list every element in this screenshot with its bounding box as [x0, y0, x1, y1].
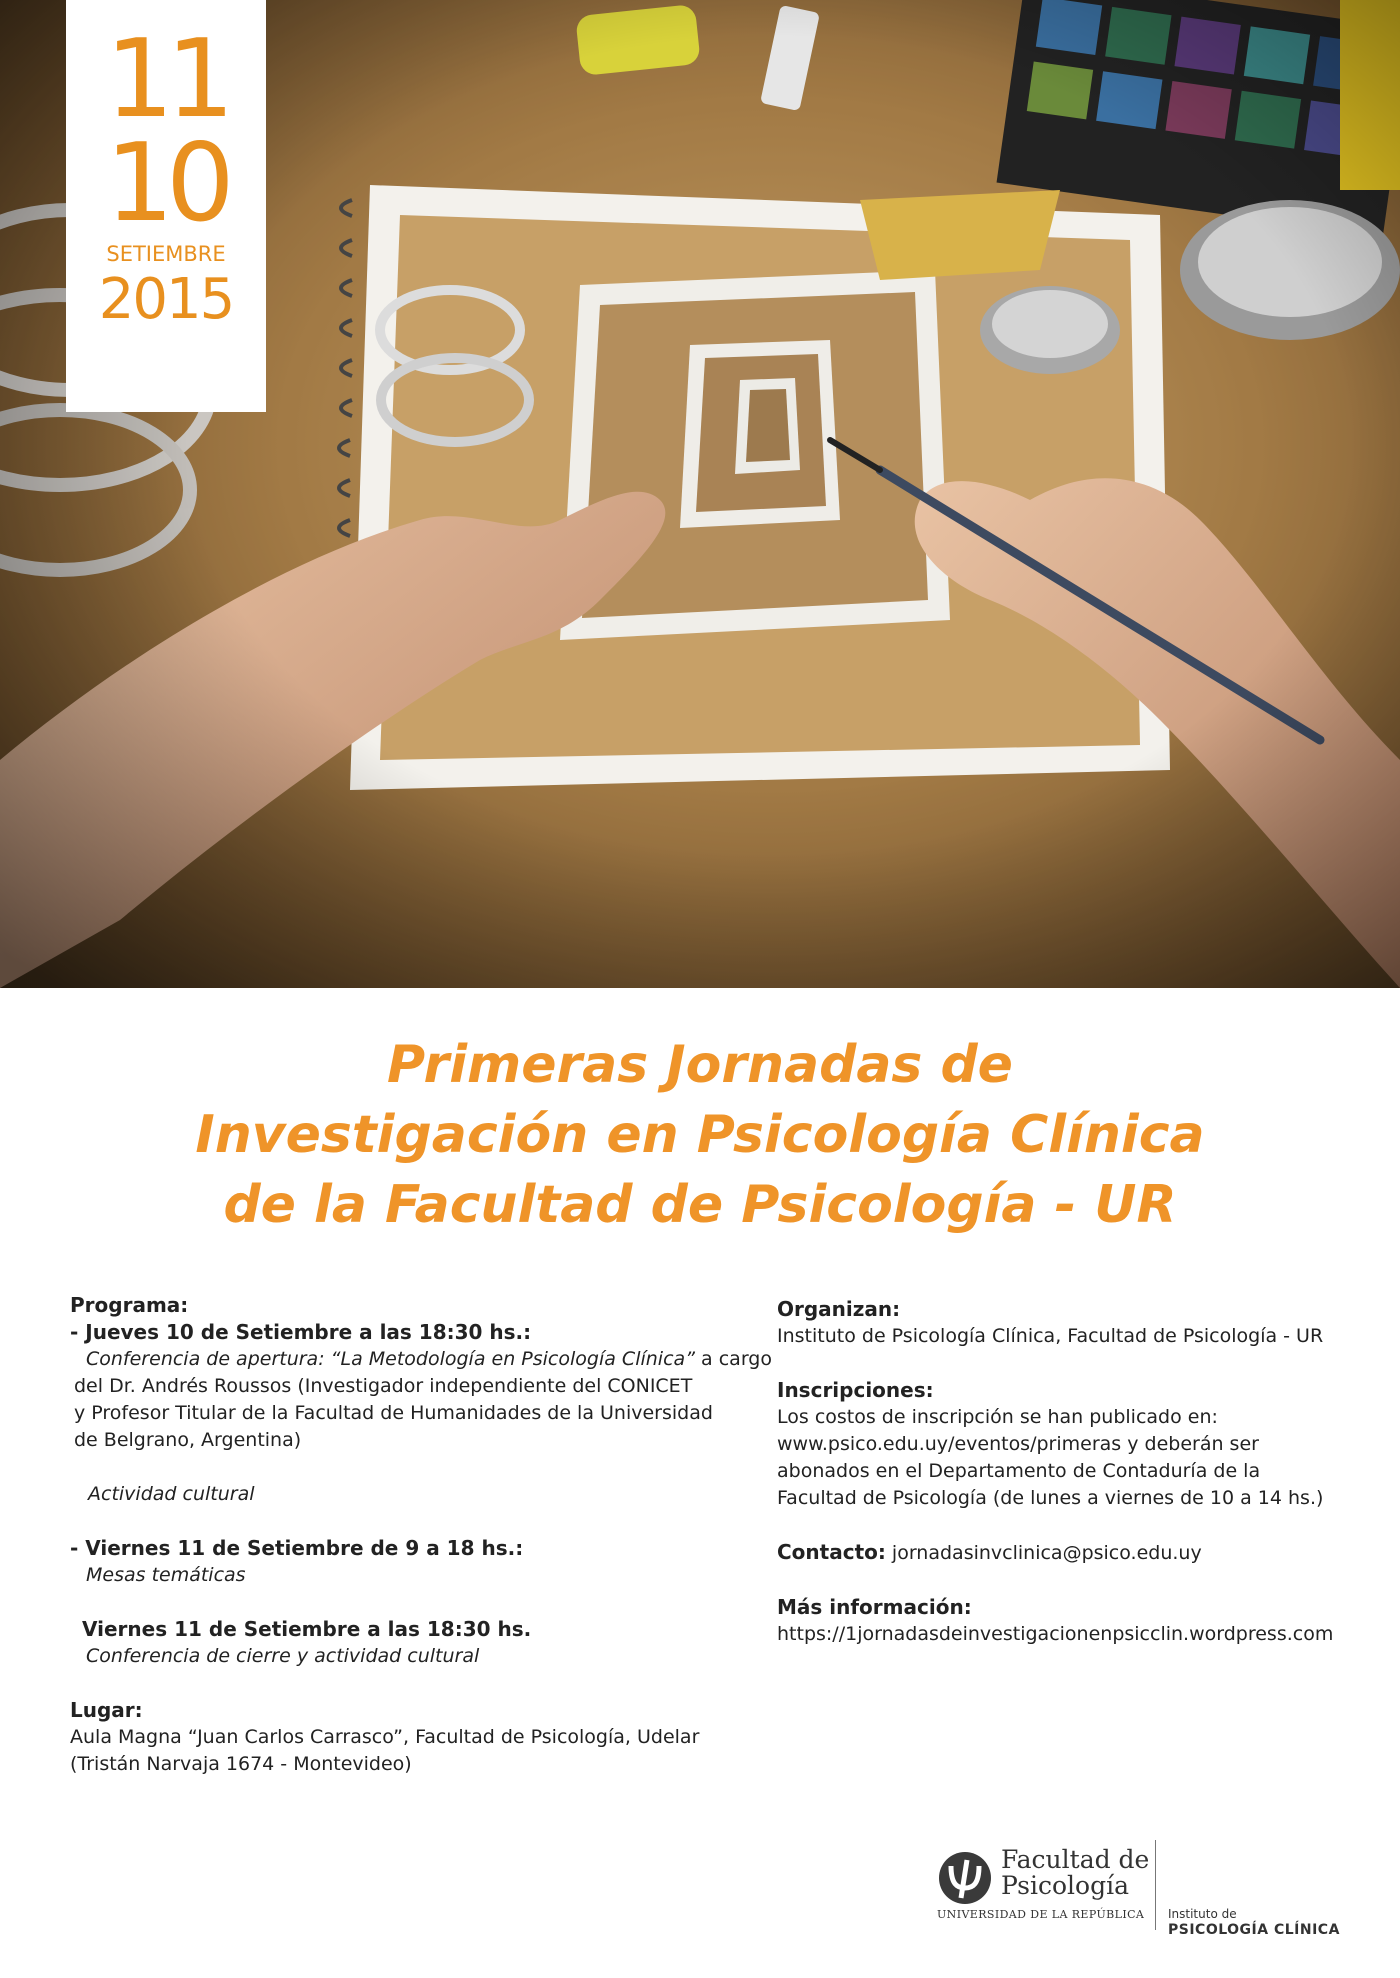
title-line-3: de la Facultad de Psicología - UR: [223, 1175, 1177, 1235]
jueves-heading: - Jueves 10 de Setiembre a las 18:30 hs.:: [70, 1320, 532, 1344]
jueves-actividad: Actividad cultural: [88, 1483, 255, 1505]
facultad-logo-line-2: Psicología: [1001, 1871, 1129, 1900]
organizan-text: Instituto de Psicología Clínica, Facultad de Psicología - UR: [777, 1325, 1324, 1347]
psi-symbol-icon: [937, 1850, 993, 1906]
jueves-line-4: de Belgrano, Argentina): [74, 1429, 302, 1451]
viernes2-heading: Viernes 11 de Setiembre a las 18:30 hs.: [82, 1617, 532, 1641]
programa-heading: Programa:: [70, 1293, 189, 1317]
jueves-line-2: del Dr. Andrés Roussos (Investigador independiente del CONICET: [74, 1375, 693, 1397]
viernes1-detail: Mesas temáticas: [86, 1564, 246, 1586]
viernes2-detail: Conferencia de cierre y actividad cultural: [86, 1645, 480, 1667]
title-line-1: Primeras Jornadas de: [387, 1035, 1013, 1095]
date-month: SETIEMBRE: [106, 242, 226, 266]
viernes1-heading: - Viernes 11 de Setiembre de 9 a 18 hs.:: [70, 1536, 524, 1560]
contacto-heading: Contacto:: [777, 1540, 886, 1564]
page-title: [0, 1030, 1400, 1240]
organizan-heading: Organizan:: [777, 1297, 901, 1321]
universidad-label: UNIVERSIDAD DE LA REPÚBLICA: [937, 1908, 1145, 1921]
lugar-heading: Lugar:: [70, 1698, 143, 1722]
header-photo: [0, 0, 1400, 988]
contacto-email[interactable]: jornadasinvclinica@psico.edu.uy: [891, 1542, 1202, 1564]
program-column: [70, 1292, 772, 1778]
mas-info-heading: Más información:: [777, 1595, 972, 1619]
jueves-conference: [70, 1346, 772, 1373]
inscripciones-line-4: Facultad de Psicología (de lunes a viernes de 10 a 14 hs.): [777, 1487, 1324, 1509]
instituto-logo: [1168, 1906, 1340, 1938]
inscripciones-line-3: abonados en el Departamento de Contaduría de la: [777, 1460, 1261, 1482]
lugar-line-2: (Tristán Narvaja 1674 - Montevideo): [70, 1753, 412, 1775]
mas-info-url[interactable]: https://1jornadasdeinvestigacionenpsicclin.wordpress.com: [777, 1623, 1334, 1645]
inscripciones-heading: Inscripciones:: [777, 1378, 934, 1402]
date-badge: [66, 0, 266, 412]
info-column: [777, 1296, 1357, 1648]
facultad-logo-line-1: Facultad de: [1001, 1845, 1150, 1874]
contacto: [777, 1539, 1357, 1567]
title-line-2: Investigación en Psicología Clínica: [195, 1105, 1205, 1165]
jueves-line-3: y Profesor Titular de la Facultad de Humanidades de la Universidad: [74, 1402, 713, 1424]
inscripciones-line-2: www.psico.edu.uy/eventos/primeras y deberán ser: [777, 1433, 1259, 1455]
inscripciones-line-1: Los costos de inscripción se han publicado en:: [777, 1406, 1218, 1428]
jueves-conference-title: Conferencia de apertura: “La Metodología en Psicología Clínica”: [86, 1348, 696, 1370]
instituto-logo-line-2: PSICOLOGÍA CLÍNICA: [1168, 1922, 1340, 1938]
logo-divider: [1155, 1840, 1156, 1930]
date-day-end: 11: [105, 17, 227, 142]
instituto-logo-line-1: Instituto de: [1168, 1907, 1237, 1921]
facultad-logo: [937, 1845, 1150, 1930]
date-day-start: 10: [105, 121, 227, 246]
lugar-line-1: Aula Magna “Juan Carlos Carrasco”, Facultad de Psicología, Udelar: [70, 1726, 700, 1748]
date-year: 2015: [98, 267, 234, 332]
jueves-conference-rest: a cargo: [695, 1348, 772, 1370]
